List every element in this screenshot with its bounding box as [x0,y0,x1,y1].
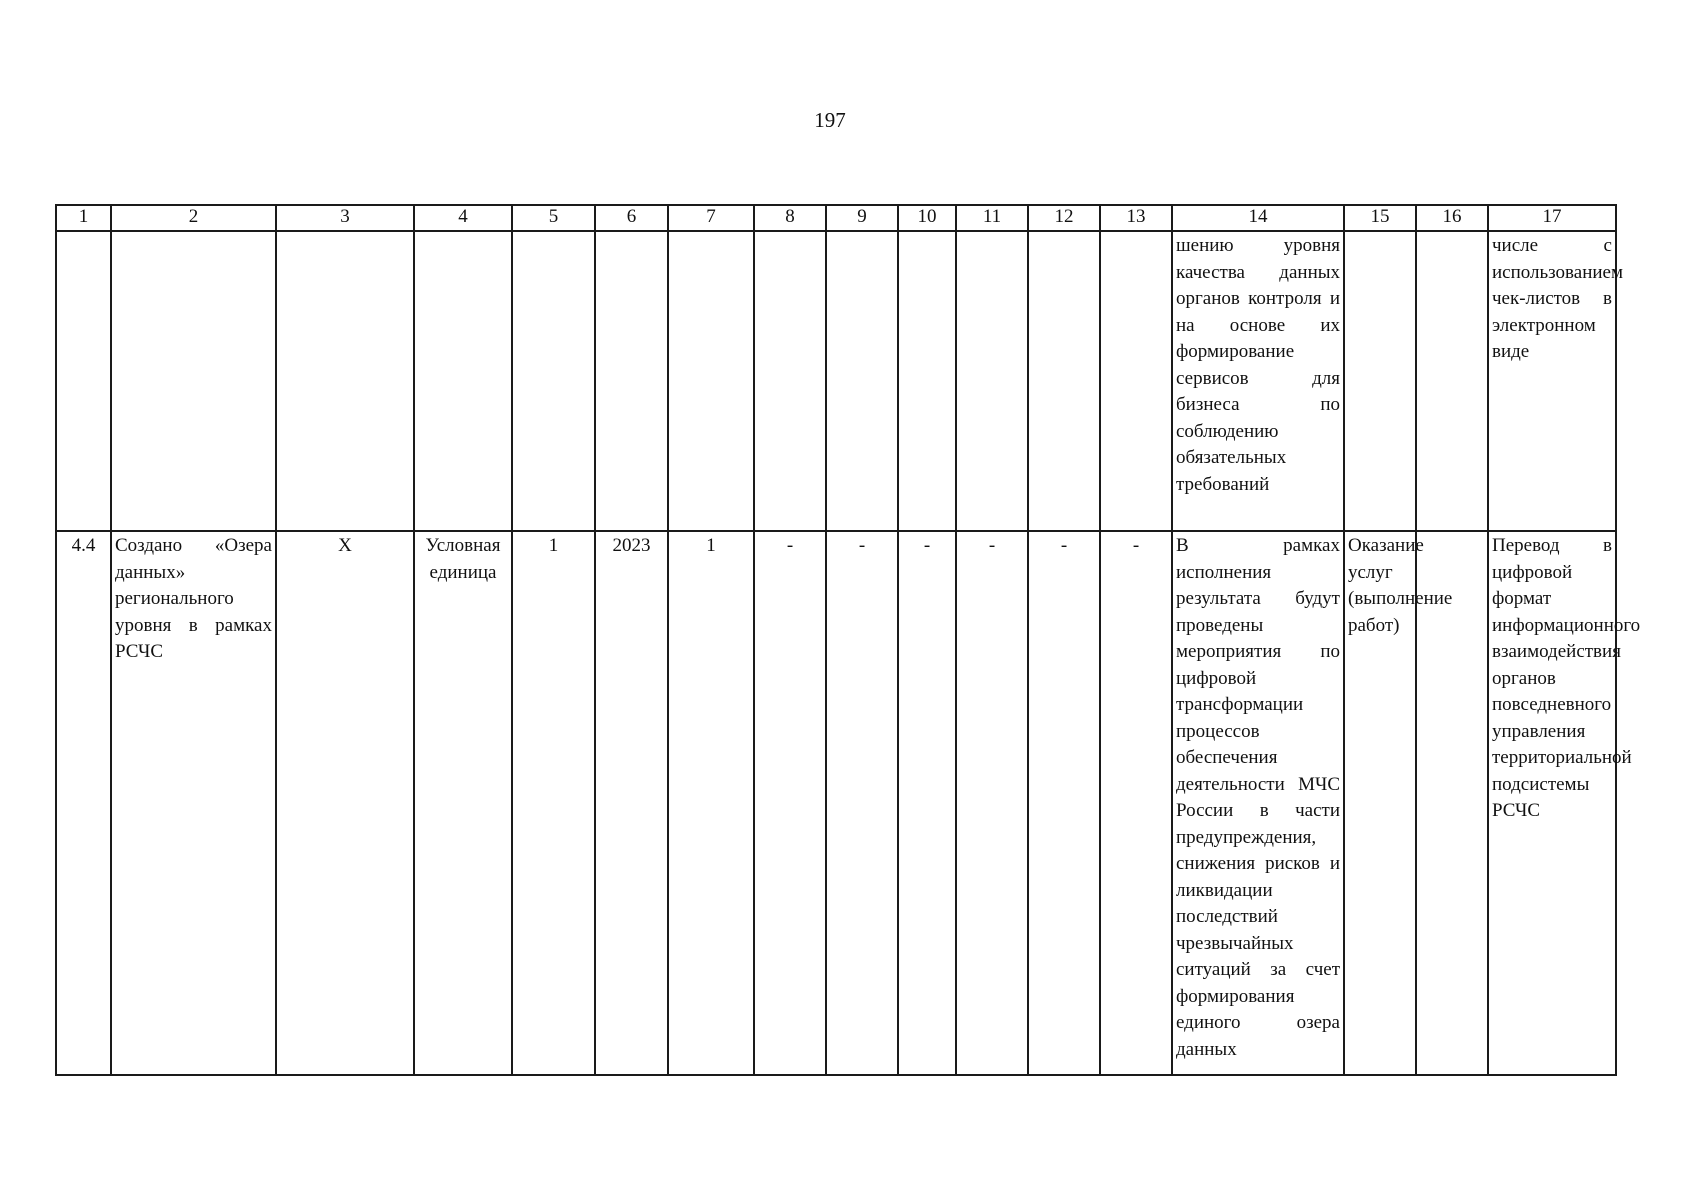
table-cell [754,231,826,531]
data-table [55,204,1641,1076]
table-cell [1028,231,1100,531]
table-cell-note: Перевод в цифровой формат информационного взаимодействия органов повседневного управления территориальной подсистемы РСЧС [1488,531,1616,1075]
table-cell: 1 [668,531,754,1075]
col-header-9: 9 [826,205,898,231]
col-header-4: 4 [414,205,512,231]
table-cell [1416,531,1488,1075]
col-header-10: 10 [898,205,956,231]
col-header-14: 14 [1172,205,1344,231]
table-cell [276,231,414,531]
table-cell [826,231,898,531]
table-cell-description: В рамках исполнения результата будут проведены мероприятия по цифровой трансформации процессов обеспечения деятельности МЧС России в части предупреждения, снижения рисков и ликвидации последствий чрезвычайных ситуаций за счет формирования единого озера данных [1172,531,1344,1075]
col-header-7: 7 [668,205,754,231]
table-cell: - [956,531,1028,1075]
col-header-16: 16 [1416,205,1488,231]
col-header-5: 5 [512,205,595,231]
col-header-1: 1 [56,205,111,231]
table-cell-year: 2023 [595,531,668,1075]
col-header-12: 12 [1028,205,1100,231]
table-cell-number: 4.4 [56,531,111,1075]
header-row [56,205,1616,231]
table-cell: - [826,531,898,1075]
table-cell [512,231,595,531]
table-cell-note: числе с использованием чек-листов в электронном виде [1488,231,1616,531]
table-cell-description: шению уровня качества данных органов контроля и на основе их формирование сервисов для бизнеса по соблюдению обязательных требований [1172,231,1344,531]
table-cell: - [898,531,956,1075]
table-cell [1416,231,1488,531]
table-cell [668,231,754,531]
table-cell [956,231,1028,531]
col-header-2: 2 [111,205,276,231]
table-cell [898,231,956,531]
col-header-13: 13 [1100,205,1172,231]
col-header-11: 11 [956,205,1028,231]
col-header-8: 8 [754,205,826,231]
table-cell [595,231,668,531]
table-cell: 1 [512,531,595,1075]
col-header-15: 15 [1344,205,1416,231]
table-cell-unit: Условная единица [414,531,512,1075]
table-cell: Х [276,531,414,1075]
col-header-17: 17 [1488,205,1616,231]
col-header-3: 3 [276,205,414,231]
table-cell-title: Создано «Озера данных» регионального уровня в рамках РСЧС [111,531,276,1075]
table-row [56,231,1616,531]
table-cell [1344,231,1416,531]
col-header-6: 6 [595,205,668,231]
table-cell: - [1100,531,1172,1075]
table-cell: - [1028,531,1100,1075]
table-cell [56,231,111,531]
table-cell [414,231,512,531]
table-cell [111,231,276,531]
page-number: 197 [814,108,846,132]
table-cell-type: Оказание услуг (выполнение работ) [1344,531,1416,1075]
table-row [56,531,1616,1075]
table-cell [1100,231,1172,531]
table-cell: - [754,531,826,1075]
